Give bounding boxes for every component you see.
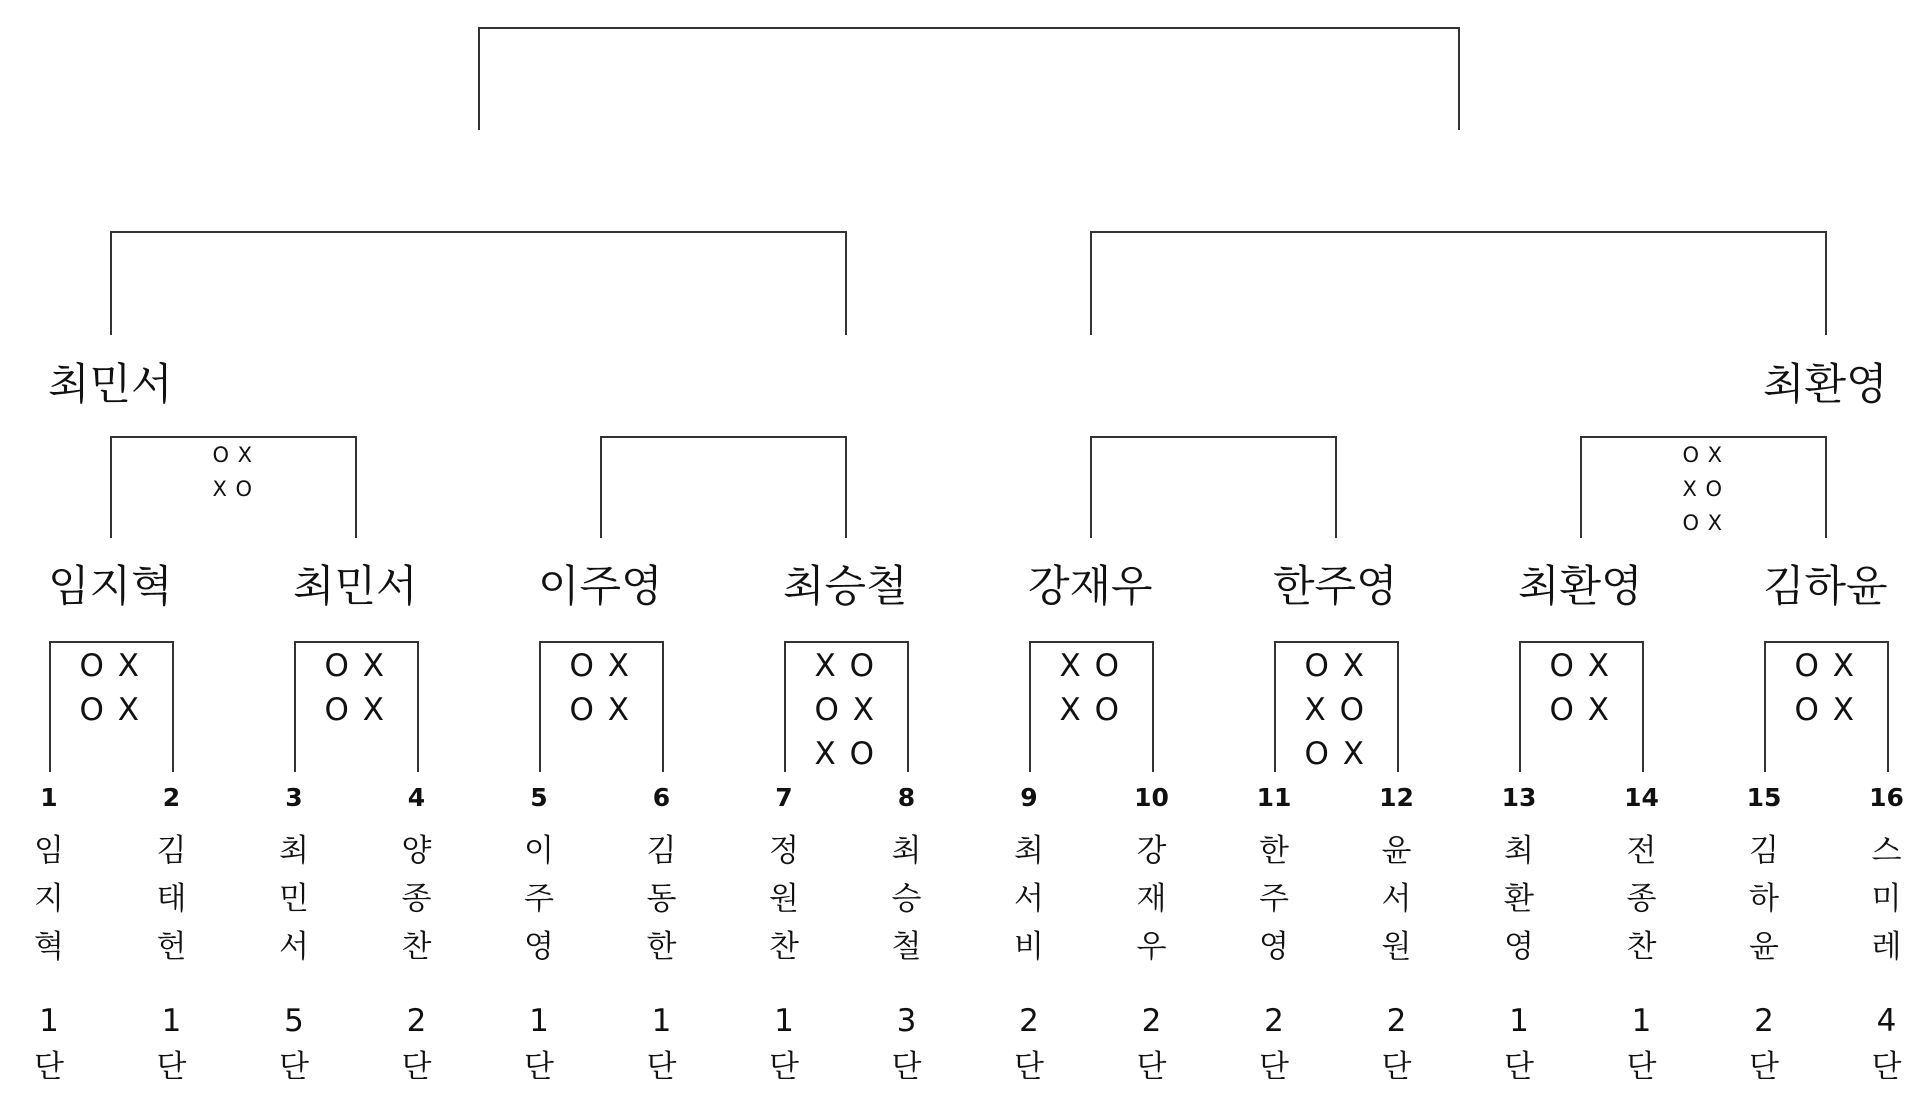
final-match-line-left	[478, 27, 480, 130]
round1-match-line-right	[907, 641, 909, 772]
seed-number: 12	[1379, 783, 1414, 812]
player-name: 양 종 찬	[401, 833, 432, 965]
player-rank: 1 단	[156, 1003, 187, 1085]
match-score: X O O X X O	[814, 648, 876, 772]
seed-number: 14	[1624, 783, 1659, 812]
round1-match-line-top	[1274, 641, 1399, 643]
seed-number: 4	[407, 783, 426, 812]
player-name: 최 환 영	[1504, 833, 1534, 965]
round2-match-line-top	[1090, 436, 1337, 438]
seed-number: 11	[1256, 783, 1292, 812]
round1-match-line-top	[1519, 641, 1644, 643]
round2-winner: 최민서	[47, 360, 173, 410]
round1-winner: 최환영	[1517, 562, 1643, 612]
match-score: O X O X	[1794, 648, 1856, 728]
player-name: 임 지 혁	[34, 833, 64, 965]
round1-match-line-top	[784, 641, 909, 643]
seed-number: 15	[1746, 783, 1782, 812]
seed-number: 16	[1869, 783, 1904, 812]
semifinal-match-line-left	[1090, 231, 1092, 335]
round1-winner: 임지혁	[47, 562, 173, 612]
match-score: O X O X	[1549, 648, 1611, 728]
player-rank: 5 단	[279, 1003, 309, 1085]
player-name: 최 서 비	[1014, 833, 1044, 965]
player-rank: 2 단	[1381, 1003, 1412, 1085]
match-score: X O X O	[1059, 648, 1121, 728]
seed-number: 2	[162, 783, 181, 812]
semifinal-match-line-left	[110, 231, 112, 335]
player-rank: 1 단	[646, 1003, 677, 1085]
semifinal-match-line-right	[1825, 231, 1827, 335]
round2-match-line-right	[1825, 436, 1827, 538]
player-name: 스 미 레	[1871, 833, 1902, 965]
round2-winner: 최환영	[1762, 360, 1888, 410]
seed-number: 7	[775, 783, 793, 812]
round1-match-line-top	[294, 641, 419, 643]
round1-match-line-right	[1887, 641, 1889, 772]
round2-match-line-left	[110, 436, 112, 538]
semifinal-match-line-top	[1090, 231, 1827, 233]
round2-match-line-left	[600, 436, 602, 538]
player-name: 김 동 한	[646, 833, 677, 965]
round1-winner: 한주영	[1272, 562, 1398, 612]
seed-number: 9	[1020, 783, 1038, 812]
semifinal-match-line-right	[845, 231, 847, 335]
player-rank: 1 단	[524, 1003, 554, 1085]
semifinal-match-line-top	[110, 231, 847, 233]
round1-match-line-right	[1152, 641, 1154, 772]
match-score: O X X O O X	[1304, 648, 1366, 772]
player-name: 최 승 철	[891, 833, 922, 965]
player-rank: 2 단	[1014, 1003, 1044, 1085]
player-name: 윤 서 원	[1381, 833, 1412, 965]
player-name: 강 재 우	[1136, 833, 1167, 965]
round2-match-line-right	[845, 436, 847, 538]
match-score: O X X O O X	[1682, 443, 1724, 535]
match-score: O X O X	[569, 648, 631, 728]
seed-number: 10	[1134, 783, 1169, 812]
player-rank: 4 단	[1871, 1003, 1902, 1085]
player-name: 정 원 찬	[769, 833, 799, 965]
round1-match-line-top	[1764, 641, 1889, 643]
match-score: O X O X	[79, 648, 141, 728]
round1-winner: 김하윤	[1762, 562, 1888, 612]
round1-match-line-top	[539, 641, 664, 643]
seed-number: 13	[1501, 783, 1537, 812]
round1-winner: 강재우	[1027, 562, 1153, 612]
round2-match-line-right	[355, 436, 357, 538]
player-rank: 2 단	[1749, 1003, 1779, 1085]
round2-match-line-left	[1580, 436, 1582, 538]
round2-match-line-right	[1335, 436, 1337, 538]
final-match-line-top	[478, 27, 1460, 29]
round1-winner: 이주영	[537, 562, 663, 612]
round1-match-line-top	[49, 641, 174, 643]
round1-match-line-right	[1642, 641, 1644, 772]
round1-winner: 최민서	[292, 562, 418, 612]
player-rank: 1 단	[34, 1003, 64, 1085]
round2-match-line-top	[600, 436, 847, 438]
round1-match-line-right	[662, 641, 664, 772]
player-name: 이 주 영	[524, 833, 554, 965]
player-name: 김 하 윤	[1749, 833, 1779, 965]
round1-match-line-top	[1029, 641, 1154, 643]
player-rank: 1 단	[1504, 1003, 1534, 1085]
seed-number: 5	[530, 783, 548, 812]
player-rank: 2 단	[401, 1003, 432, 1085]
round1-match-line-right	[417, 641, 419, 772]
round1-match-line-right	[1397, 641, 1399, 772]
player-rank: 2 단	[1136, 1003, 1167, 1085]
player-name: 한 주 영	[1259, 833, 1289, 965]
player-rank: 3 단	[891, 1003, 922, 1085]
player-name: 전 종 찬	[1626, 833, 1657, 965]
seed-number: 1	[40, 783, 58, 812]
final-match-line-right	[1458, 27, 1460, 130]
seed-number: 6	[652, 783, 671, 812]
seed-number: 3	[285, 783, 303, 812]
seed-number: 8	[897, 783, 916, 812]
player-rank: 1 단	[1626, 1003, 1657, 1085]
player-name: 최 민 서	[279, 833, 309, 965]
player-rank: 1 단	[769, 1003, 799, 1085]
round1-match-line-right	[172, 641, 174, 772]
round2-match-line-left	[1090, 436, 1092, 538]
match-score: O X X O	[212, 443, 254, 501]
player-rank: 2 단	[1259, 1003, 1289, 1085]
player-name: 김 태 헌	[156, 833, 187, 965]
round1-winner: 최승철	[782, 562, 908, 612]
match-score: O X O X	[324, 648, 386, 728]
